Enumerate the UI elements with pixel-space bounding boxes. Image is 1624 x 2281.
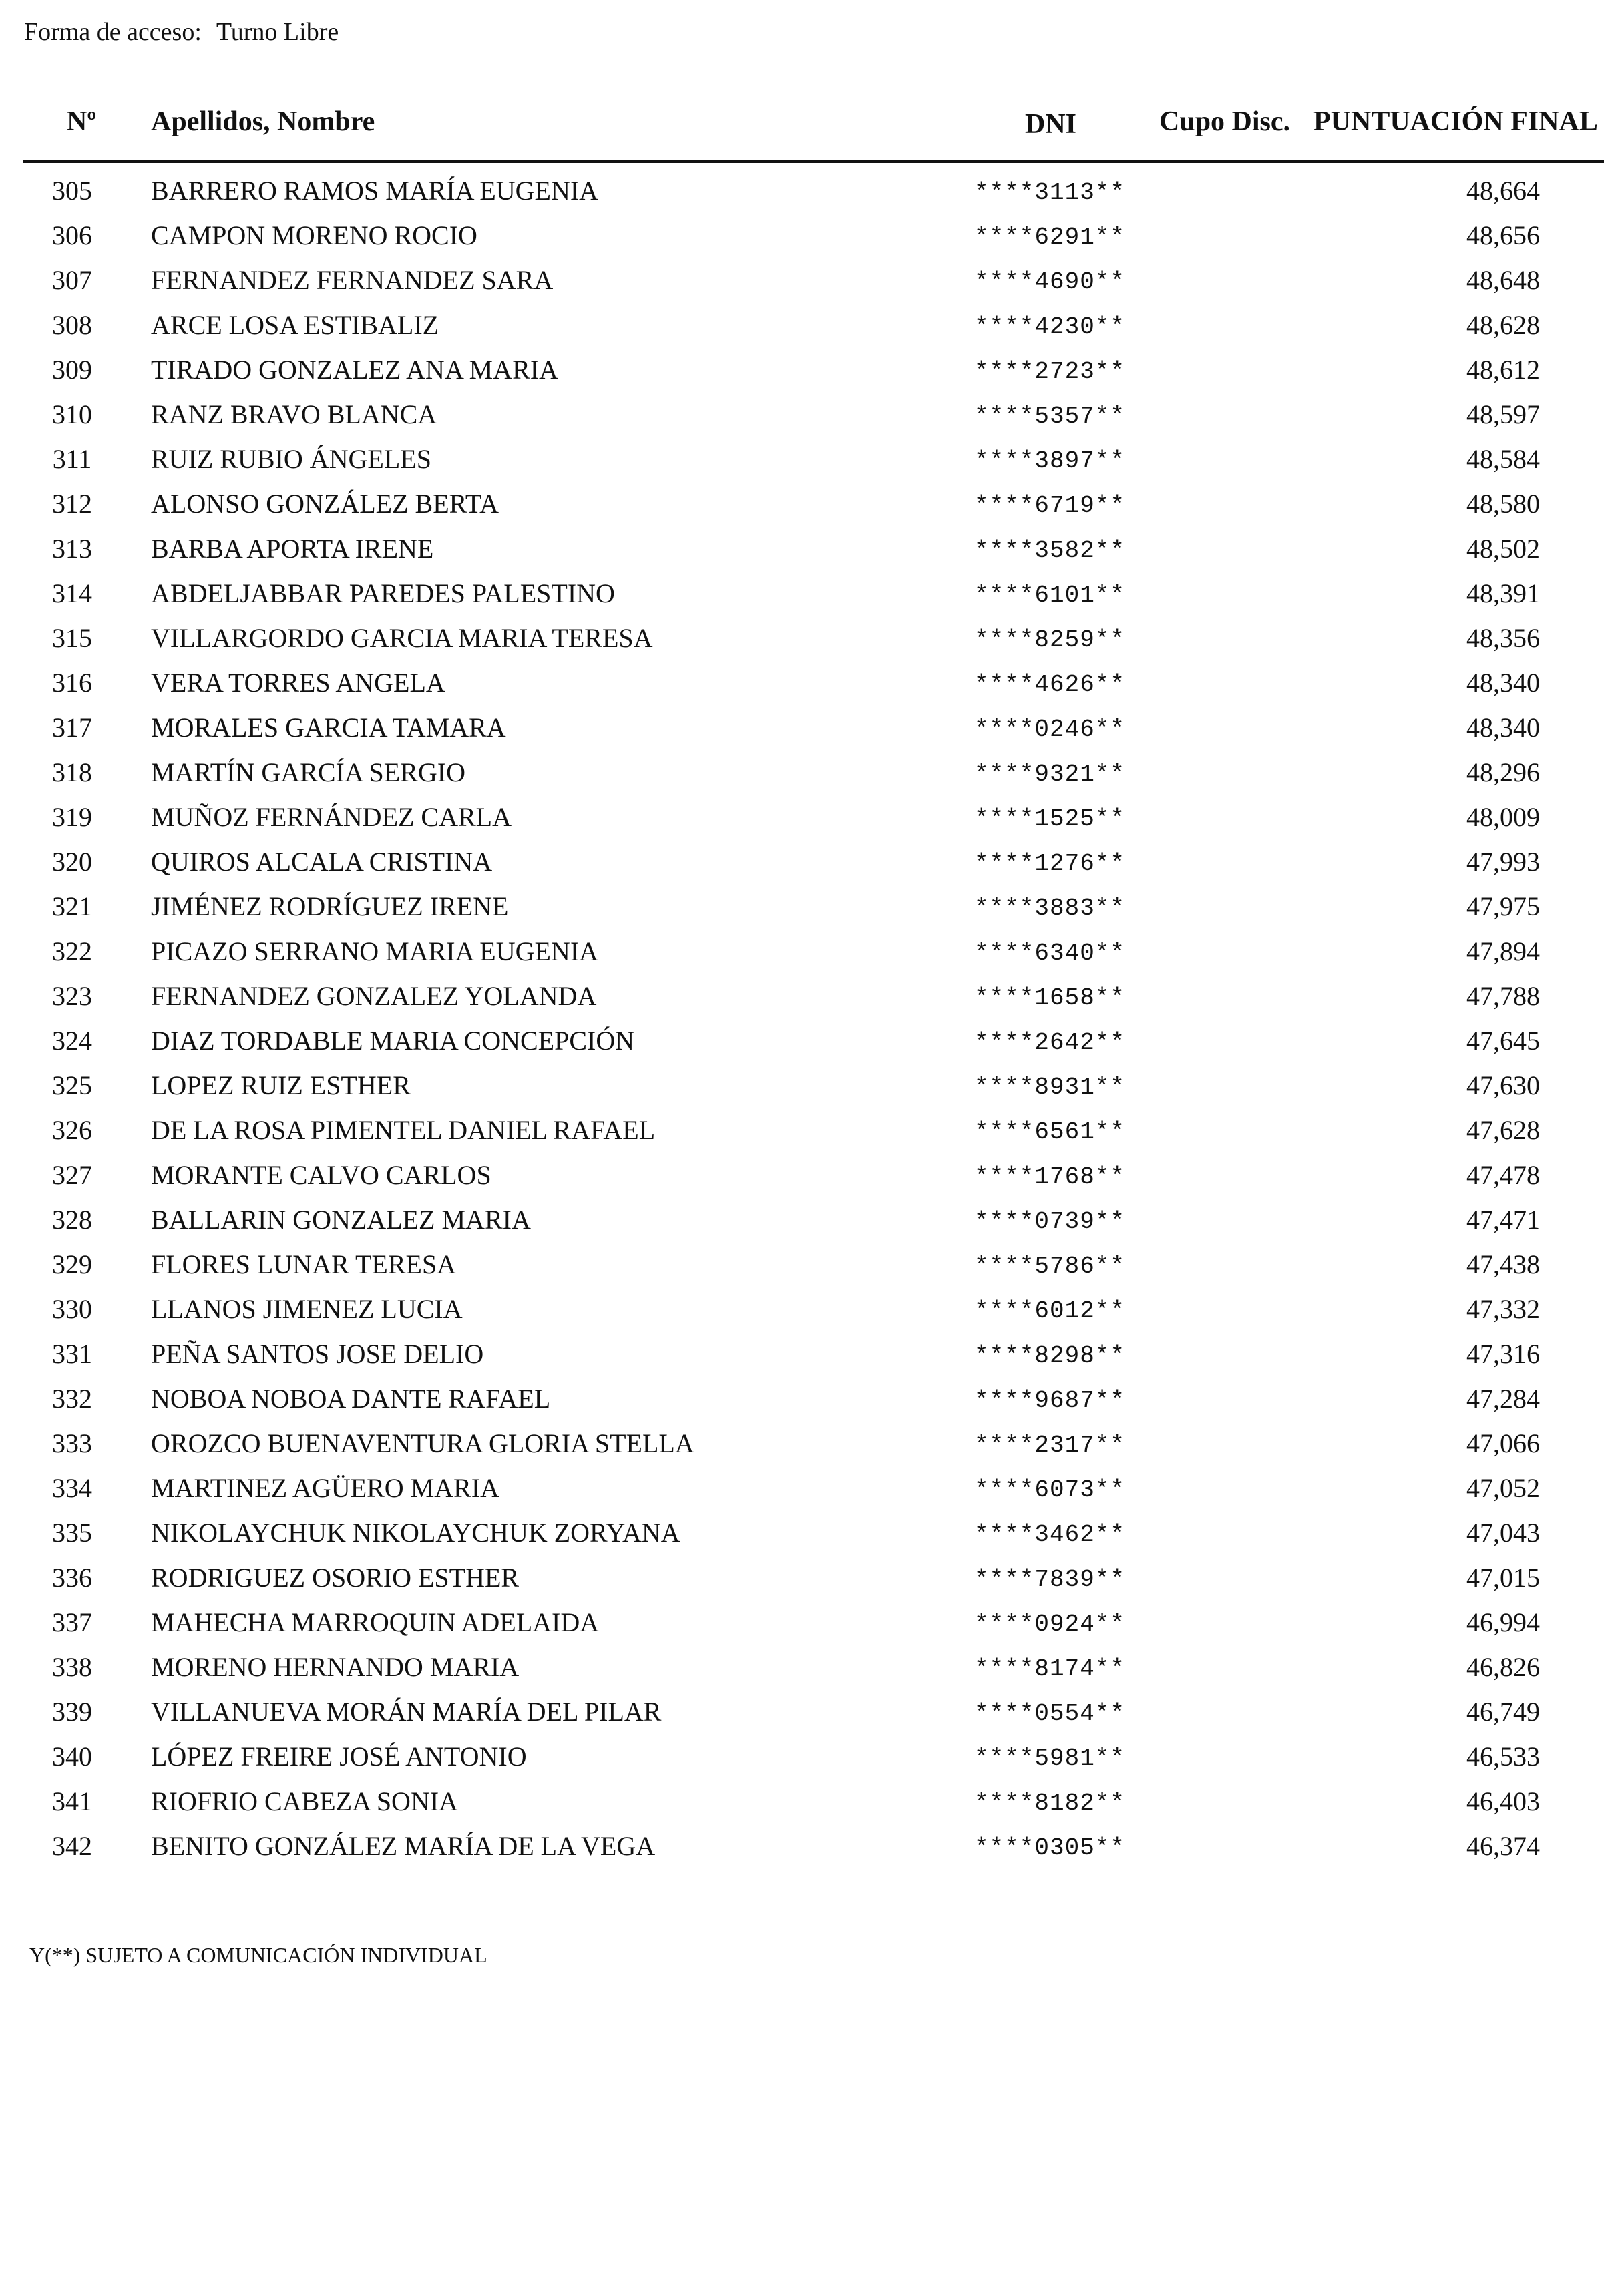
row-number: 340: [52, 1741, 92, 1772]
row-number: 314: [52, 578, 92, 608]
table-row: [0, 533, 1624, 578]
table-row: [0, 1428, 1624, 1472]
row-number: 308: [52, 310, 92, 340]
row-score: 48,296: [1466, 757, 1540, 787]
row-number: 341: [52, 1786, 92, 1816]
row-dni: ****6012**: [974, 1297, 1126, 1325]
row-dni: ****3883**: [974, 895, 1126, 922]
row-number: 318: [52, 757, 92, 787]
table-row: [0, 1249, 1624, 1293]
row-dni: ****5981**: [974, 1745, 1126, 1772]
row-dni: ****3113**: [974, 179, 1126, 206]
row-score: 48,628: [1466, 310, 1540, 340]
row-name: RIOFRIO CABEZA SONIA: [151, 1786, 459, 1816]
row-dni: ****0554**: [974, 1700, 1126, 1727]
row-number: 306: [52, 220, 92, 250]
row-score: 48,340: [1466, 668, 1540, 698]
row-number: 325: [52, 1070, 92, 1100]
row-score: 47,043: [1466, 1518, 1540, 1548]
table-row: [0, 1204, 1624, 1249]
row-name: TIRADO GONZALEZ ANA MARIA: [151, 355, 558, 385]
row-name: PEÑA SANTOS JOSE DELIO: [151, 1339, 484, 1369]
row-score: 48,664: [1466, 176, 1540, 206]
row-score: 48,391: [1466, 578, 1540, 608]
table-row: [0, 1383, 1624, 1428]
row-name: FLORES LUNAR TERESA: [151, 1249, 457, 1279]
row-dni: ****3462**: [974, 1521, 1126, 1548]
row-score: 46,533: [1466, 1741, 1540, 1772]
row-dni: ****8298**: [974, 1342, 1126, 1370]
column-header-dni: DNI: [1025, 109, 1077, 140]
table-row: [0, 1786, 1624, 1830]
row-number: 305: [52, 176, 92, 206]
row-name: JIMÉNEZ RODRÍGUEZ IRENE: [151, 891, 509, 921]
row-number: 320: [52, 847, 92, 877]
table-row: [0, 488, 1624, 533]
row-number: 339: [52, 1697, 92, 1727]
row-score: 47,993: [1466, 847, 1540, 877]
row-dni: ****8931**: [974, 1074, 1126, 1101]
row-score: 47,015: [1466, 1563, 1540, 1593]
row-number: 333: [52, 1428, 92, 1458]
row-score: 48,656: [1466, 220, 1540, 250]
row-dni: ****5357**: [974, 403, 1126, 430]
table-row: [0, 1114, 1624, 1159]
row-score: 48,502: [1466, 534, 1540, 564]
row-name: MORANTE CALVO CARLOS: [151, 1160, 491, 1190]
row-dni: ****6561**: [974, 1118, 1126, 1146]
row-score: 47,284: [1466, 1384, 1540, 1414]
row-number: 313: [52, 534, 92, 564]
access-mode-line: [24, 17, 339, 47]
table-row: [0, 1517, 1624, 1562]
row-dni: ****4690**: [974, 268, 1126, 296]
row-name: MORENO HERNANDO MARIA: [151, 1652, 520, 1682]
row-number: 307: [52, 265, 92, 295]
row-number: 319: [52, 802, 92, 832]
table-row: [0, 1696, 1624, 1741]
row-name: BALLARIN GONZALEZ MARIA: [151, 1205, 531, 1235]
row-dni: ****9321**: [974, 761, 1126, 788]
row-number: 327: [52, 1160, 92, 1190]
row-number: 332: [52, 1384, 92, 1414]
row-number: 331: [52, 1339, 92, 1369]
row-name: MARTÍN GARCÍA SERGIO: [151, 757, 465, 787]
row-name: RODRIGUEZ OSORIO ESTHER: [151, 1563, 520, 1593]
row-number: 329: [52, 1249, 92, 1279]
row-dni: ****7839**: [974, 1566, 1126, 1593]
row-score: 47,975: [1466, 891, 1540, 921]
row-name: MAHECHA MARROQUIN ADELAIDA: [151, 1607, 600, 1637]
table-row: [0, 667, 1624, 712]
row-score: 46,994: [1466, 1607, 1540, 1637]
row-name: VILLARGORDO GARCIA MARIA TERESA: [151, 623, 653, 653]
row-score: 47,066: [1466, 1428, 1540, 1458]
table-row: [0, 757, 1624, 801]
row-score: 48,648: [1466, 265, 1540, 295]
row-dni: ****1525**: [974, 805, 1126, 833]
table-row: [0, 175, 1624, 220]
row-number: 310: [52, 399, 92, 429]
table-row: [0, 1651, 1624, 1696]
row-score: 48,612: [1466, 355, 1540, 385]
row-score: 48,340: [1466, 712, 1540, 743]
row-score: 47,788: [1466, 981, 1540, 1011]
row-name: RUIZ RUBIO ÁNGELES: [151, 444, 431, 474]
table-row: [0, 443, 1624, 488]
row-name: LLANOS JIMENEZ LUCIA: [151, 1294, 463, 1324]
row-name: FERNANDEZ GONZALEZ YOLANDA: [151, 981, 597, 1011]
row-dni: ****0305**: [974, 1834, 1126, 1862]
row-score: 47,645: [1466, 1026, 1540, 1056]
row-number: 336: [52, 1563, 92, 1593]
row-name: NIKOLAYCHUK NIKOLAYCHUK ZORYANA: [151, 1518, 680, 1548]
row-score: 47,332: [1466, 1294, 1540, 1324]
table-row: [0, 1070, 1624, 1114]
row-score: 47,316: [1466, 1339, 1540, 1369]
row-number: 312: [52, 489, 92, 519]
footnote: Y(**) SUJETO A COMUNICACIÓN INDIVIDUAL: [29, 1943, 487, 1967]
row-number: 311: [52, 444, 92, 474]
row-number: 309: [52, 355, 92, 385]
row-dni: ****3582**: [974, 537, 1126, 564]
table-row: [0, 712, 1624, 757]
row-dni: ****6291**: [974, 224, 1126, 251]
row-score: 48,597: [1466, 399, 1540, 429]
table-row: [0, 1159, 1624, 1204]
row-dni: ****0246**: [974, 716, 1126, 743]
row-dni: ****8259**: [974, 626, 1126, 654]
row-name: BARRERO RAMOS MARÍA EUGENIA: [151, 176, 599, 206]
row-name: MARTINEZ AGÜERO MARIA: [151, 1473, 500, 1503]
row-name: LOPEZ RUIZ ESTHER: [151, 1070, 411, 1100]
row-name: VERA TORRES ANGELA: [151, 668, 445, 698]
row-number: 342: [52, 1831, 92, 1861]
column-header-number: Nº: [67, 106, 97, 137]
row-dni: ****6073**: [974, 1476, 1126, 1504]
header-divider: [23, 160, 1604, 163]
row-dni: ****2317**: [974, 1432, 1126, 1459]
row-number: 322: [52, 936, 92, 966]
row-name: OROZCO BUENAVENTURA GLORIA STELLA: [151, 1428, 694, 1458]
row-name: ALONSO GONZÁLEZ BERTA: [151, 489, 499, 519]
row-name: CAMPON MORENO ROCIO: [151, 220, 477, 250]
row-name: QUIROS ALCALA CRISTINA: [151, 847, 493, 877]
table-row: [0, 354, 1624, 399]
table-row: [0, 578, 1624, 622]
row-dni: ****4230**: [974, 313, 1126, 341]
row-dni: ****8174**: [974, 1655, 1126, 1683]
row-dni: ****2642**: [974, 1029, 1126, 1056]
row-name: RANZ BRAVO BLANCA: [151, 399, 437, 429]
column-header-cupo: Cupo Disc.: [1159, 106, 1291, 137]
row-dni: ****8182**: [974, 1790, 1126, 1817]
table-row: [0, 801, 1624, 846]
row-score: 47,438: [1466, 1249, 1540, 1279]
row-name: ABDELJABBAR PAREDES PALESTINO: [151, 578, 615, 608]
row-dni: ****2723**: [974, 358, 1126, 385]
row-number: 328: [52, 1205, 92, 1235]
row-number: 324: [52, 1026, 92, 1056]
table-row: [0, 1293, 1624, 1338]
row-number: 317: [52, 712, 92, 743]
row-dni: ****1768**: [974, 1163, 1126, 1191]
row-score: 48,356: [1466, 623, 1540, 653]
table-row: [0, 1025, 1624, 1070]
table-row: [0, 846, 1624, 891]
row-name: MORALES GARCIA TAMARA: [151, 712, 506, 743]
row-score: 48,580: [1466, 489, 1540, 519]
row-score: 46,749: [1466, 1697, 1540, 1727]
row-score: 46,403: [1466, 1786, 1540, 1816]
row-number: 326: [52, 1115, 92, 1145]
row-score: 47,630: [1466, 1070, 1540, 1100]
row-dni: ****1658**: [974, 984, 1126, 1012]
row-name: BENITO GONZÁLEZ MARÍA DE LA VEGA: [151, 1831, 656, 1861]
access-mode-label: Forma de acceso:: [24, 18, 202, 46]
table-row: [0, 220, 1624, 264]
row-score: 48,009: [1466, 802, 1540, 832]
row-name: ARCE LOSA ESTIBALIZ: [151, 310, 439, 340]
row-dni: ****9687**: [974, 1387, 1126, 1414]
row-score: 47,628: [1466, 1115, 1540, 1145]
column-header-name: Apellidos, Nombre: [151, 106, 375, 137]
table-row: [0, 1338, 1624, 1383]
table-row: [0, 980, 1624, 1025]
row-score: 46,826: [1466, 1652, 1540, 1682]
table-row: [0, 1607, 1624, 1651]
row-score: 47,471: [1466, 1205, 1540, 1235]
table-row: [0, 309, 1624, 354]
row-dni: ****0739**: [974, 1208, 1126, 1235]
table-row: [0, 264, 1624, 309]
row-score: 46,374: [1466, 1831, 1540, 1861]
table-row: [0, 399, 1624, 443]
row-dni: ****6101**: [974, 582, 1126, 609]
row-name: VILLANUEVA MORÁN MARÍA DEL PILAR: [151, 1697, 662, 1727]
row-score: 47,894: [1466, 936, 1540, 966]
row-number: 335: [52, 1518, 92, 1548]
row-dni: ****1276**: [974, 850, 1126, 877]
row-number: 338: [52, 1652, 92, 1682]
row-name: PICAZO SERRANO MARIA EUGENIA: [151, 936, 599, 966]
row-dni: ****3897**: [974, 447, 1126, 475]
table-row: [0, 936, 1624, 980]
row-number: 323: [52, 981, 92, 1011]
row-dni: ****4626**: [974, 671, 1126, 698]
table-row: [0, 622, 1624, 667]
access-mode-value: Turno Libre: [216, 18, 339, 46]
row-number: 330: [52, 1294, 92, 1324]
row-name: NOBOA NOBOA DANTE RAFAEL: [151, 1384, 551, 1414]
row-dni: ****6340**: [974, 940, 1126, 967]
table-row: [0, 891, 1624, 936]
row-dni: ****0924**: [974, 1611, 1126, 1638]
row-number: 316: [52, 668, 92, 698]
row-number: 337: [52, 1607, 92, 1637]
row-name: LÓPEZ FREIRE JOSÉ ANTONIO: [151, 1741, 527, 1772]
column-header-score: PUNTUACIÓN FINAL: [1313, 106, 1598, 137]
row-name: BARBA APORTA IRENE: [151, 534, 434, 564]
row-score: 47,478: [1466, 1160, 1540, 1190]
table-row: [0, 1472, 1624, 1517]
row-score: 48,584: [1466, 444, 1540, 474]
row-number: 315: [52, 623, 92, 653]
row-name: DE LA ROSA PIMENTEL DANIEL RAFAEL: [151, 1115, 656, 1145]
row-name: DIAZ TORDABLE MARIA CONCEPCIÓN: [151, 1026, 635, 1056]
table-row: [0, 1562, 1624, 1607]
row-name: FERNANDEZ FERNANDEZ SARA: [151, 265, 554, 295]
results-table: [0, 175, 1624, 1875]
row-dni: ****5786**: [974, 1253, 1126, 1280]
row-dni: ****6719**: [974, 492, 1126, 520]
row-number: 334: [52, 1473, 92, 1503]
row-name: MUÑOZ FERNÁNDEZ CARLA: [151, 802, 512, 832]
row-number: 321: [52, 891, 92, 921]
table-row: [0, 1741, 1624, 1786]
table-row: [0, 1830, 1624, 1875]
row-score: 47,052: [1466, 1473, 1540, 1503]
